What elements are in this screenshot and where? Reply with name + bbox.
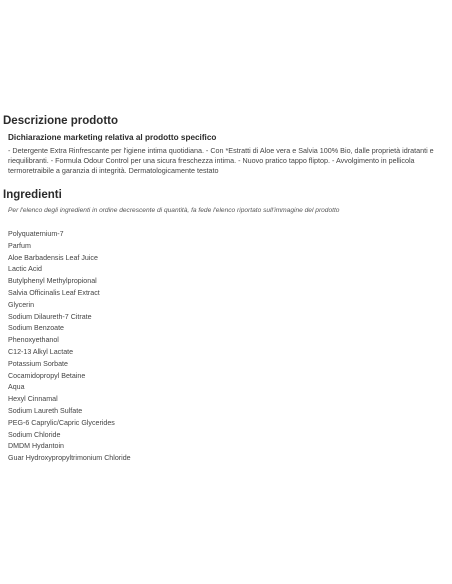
ingredient-item: Lactic Acid: [8, 265, 42, 274]
ingredient-item: Salvia Officinalis Leaf Extract: [8, 288, 100, 297]
ingredient-item: Sodium Benzoate: [8, 324, 64, 333]
ingredient-item: Butylphenyl Methylpropional: [8, 277, 97, 286]
ingredient-item: Aqua: [8, 383, 25, 392]
ingredient-item: Parfum: [8, 241, 31, 250]
ingredient-item: Guar Hydroxypropyltrimonium Chloride: [8, 454, 131, 463]
ingredient-item: C12-13 Alkyl Lactate: [8, 347, 74, 356]
ingredients-disclaimer: Per l'elenco degli ingredienti in ordine decrescente di quantità, fa fede l'elenco riportato sull'immagine del prodotto: [8, 207, 340, 214]
ingredient-item: Hexyl Cinnamal: [8, 395, 58, 404]
ingredient-item: Sodium Laureth Sulfate: [8, 406, 83, 415]
product-description-text: - Detergente Extra Rinfrescante per l'igiene intima quotidiana. - Con *Estratti di Aloe vera e Salvia 100% Bio, dalle proprietà idratanti e riequilibranti. - Formula Odour Control per una sicura freschezza intima. - Nuovo pratico tappo fliptop. - Avvolgimento in pellicola termoretraibile a garanzia di integrità. Dermatologicamente testato: [8, 146, 434, 175]
ingredient-item: Phenoxyethanol: [8, 336, 59, 345]
description-section-title: Descrizione prodotto: [3, 115, 119, 127]
ingredient-item: Polyquaternium-7: [8, 230, 64, 238]
marketing-claim-heading: Dichiarazione marketing relativa al prodotto specifico: [8, 133, 217, 142]
ingredients-list: [8, 229, 131, 465]
ingredient-item: Aloe Barbadensis Leaf Juice: [8, 253, 98, 262]
ingredients-section-title: Ingredienti: [3, 189, 62, 201]
ingredient-item: Glycerin: [8, 300, 35, 309]
ingredient-item: Sodium Dilaureth-7 Citrate: [8, 312, 92, 321]
ingredient-item: Cocamidopropyl Betaine: [8, 371, 86, 380]
ingredient-item: Sodium Chloride: [8, 430, 61, 439]
ingredient-item: DMDM Hydantoin: [8, 442, 64, 451]
ingredient-item: PEG-6 Caprylic/Capric Glycerides: [8, 418, 115, 427]
ingredient-item: Potassium Sorbate: [8, 359, 68, 368]
